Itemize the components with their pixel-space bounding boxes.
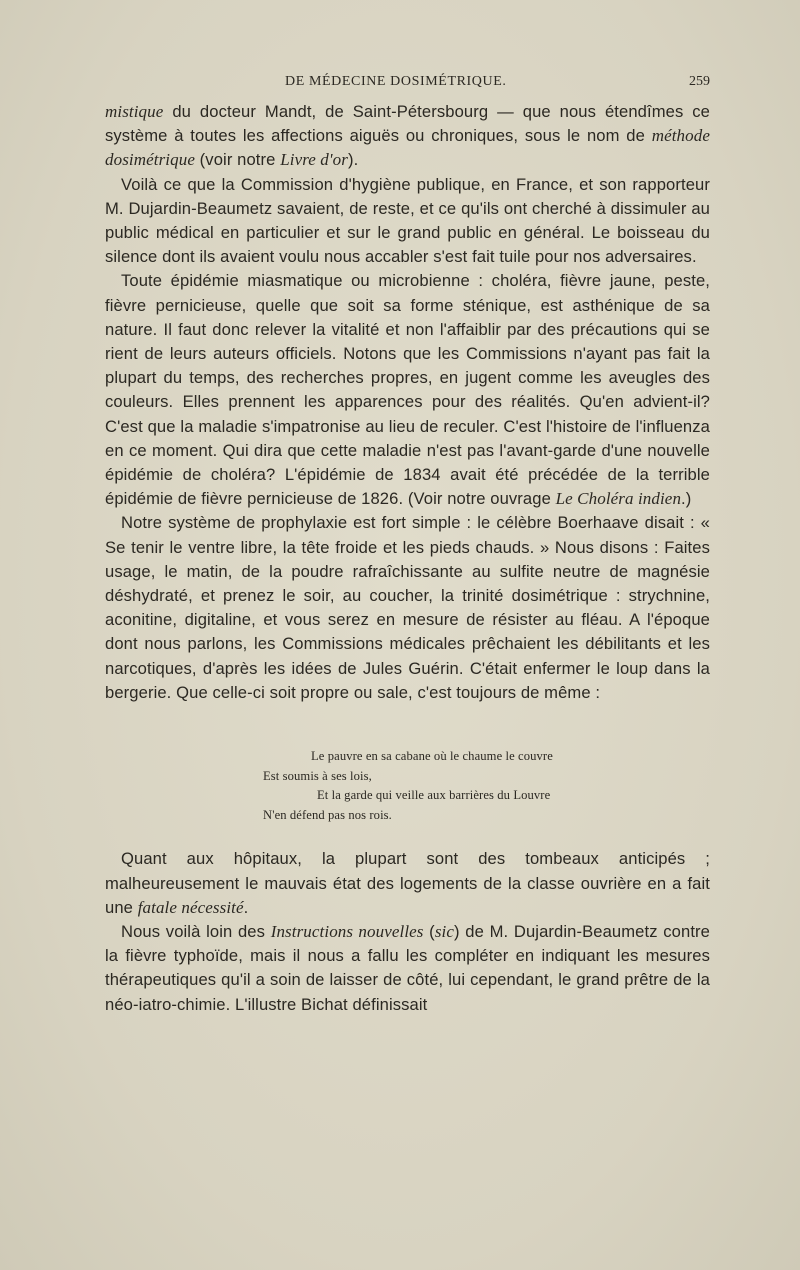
text-run: .): [681, 489, 692, 509]
italic-text: mistique: [105, 102, 164, 121]
italic-text: sic: [434, 922, 454, 942]
paragraphs-before-verse: [105, 100, 710, 705]
paragraph: [105, 100, 710, 173]
text-run: ).: [347, 150, 359, 170]
paragraph: [105, 173, 710, 270]
text-run: Notre système de prophylaxie est fort simple : le célèbre Boerhaave disait : « Se tenir le ventre libre, la tête froide et les pieds chauds. » Nous disons : Faites usage, le matin, de la poudre rafraîchissante au sulfite neutre de magnésie déshydraté, et prenez le soir, au coucher, la trinité dosimétrique : strychnine, aconitine, digitaline, et vous serez en mesure de résister au fléau. A l'époque dont nous parlons, les Commissions médicales prêchaient les débilitants et les narcotiques, d'après les idées de Jules Guérin. C'était enfermer le loup dans la bergerie. Que celle-ci soit propre ou sale, c'est toujours de même :: [105, 513, 710, 702]
italic-text: Livre d'or: [280, 150, 348, 170]
text-run: Voilà ce que la Commission d'hygiène publique, en France, et son rapporteur M. Dujardin-Beaumetz savaient, de reste, et ce qu'ils ont cherché à dissimuler au public médical en particulier et sur le grand public en général. Le boisseau du silence dont ils avaient voulu nous accabler s'est fait tuile pour nos adversaires.: [105, 174, 710, 267]
text-run: .: [243, 897, 249, 917]
text-run: ) de M. Dujardin-Beaumetz contre la fièvre typhoïde, mais il nous a fallu les compléter en indiquant les mesures thérapeutiques qu'il a soin de laisser de côté, lui cependant, le grand prêtre de la néo-iatro-chimie. L'illustre Bichat définissait: [105, 922, 710, 1014]
paragraph: [105, 847, 710, 920]
italic-text: Le Choléra indien: [555, 489, 682, 509]
text-run: (: [423, 922, 435, 942]
running-title: DE MÉDECINE DOSIMÉTRIQUE.: [285, 74, 507, 89]
page-header: [105, 74, 710, 94]
text-run: (voir notre: [194, 150, 281, 170]
text-run: du docteur Mandt, de Saint-Pétersbourg — que nous étendîmes ce système à toutes les affections aiguës ou chroniques, sous le nom de: [105, 102, 710, 146]
paragraph: [105, 511, 710, 705]
verse-line: Le pauvre en sa cabane où le chaume le couvre: [311, 749, 553, 764]
paragraphs-after-verse: [105, 847, 710, 1016]
verse-line: N'en défend pas nos rois.: [263, 807, 392, 822]
text-run: Toute épidémie miasmatique ou microbienne : choléra, fièvre jaune, peste, fièvre pernicieuse, quelle que soit sa forme sténique, est asthénique de sa nature. Il faut donc relever la vitalité et non l'affaiblir par des précautions qui se rient de leurs auteurs officiels. Notons que les Commissions n'ayant pas fait la plupart du temps, des recherches propres, en jugent comme les aveugles des couleurs. Elles prennent les apparences pour des réalités. Qu'en advient-il? C'est que la maladie s'impatronise au lieu de reculer. C'est l'histoire de l'influenza en ce moment. Qui dira que cette maladie n'est pas l'avant-garde d'une nouvelle épidémie de choléra? L'épidémie de 1834 avait été précédée de la terrible épidémie de fièvre pernicieuse de 1826. (Voir notre ouvrage: [105, 271, 710, 509]
italic-text: Instructions nouvelles: [270, 922, 424, 942]
italic-text: méthode dosimétrique: [105, 126, 710, 170]
verse-line: Est soumis à ses lois,: [263, 768, 372, 783]
italic-text: fatale nécessité: [137, 897, 244, 917]
body-text: [105, 100, 710, 1017]
text-run: Nous voilà loin des: [121, 922, 271, 942]
text-run: Quant aux hôpitaux, la plupart sont des tombeaux anticipés ; malheureusement le mauvais état des logements de la classe ouvrière en a fait une: [105, 849, 710, 917]
paragraph: [105, 269, 710, 511]
verse-quotation: [105, 747, 710, 825]
verse-line: Et la garde qui veille aux barrières du Louvre: [317, 788, 551, 803]
paragraph: [105, 920, 710, 1017]
page-number: 259: [689, 74, 710, 89]
